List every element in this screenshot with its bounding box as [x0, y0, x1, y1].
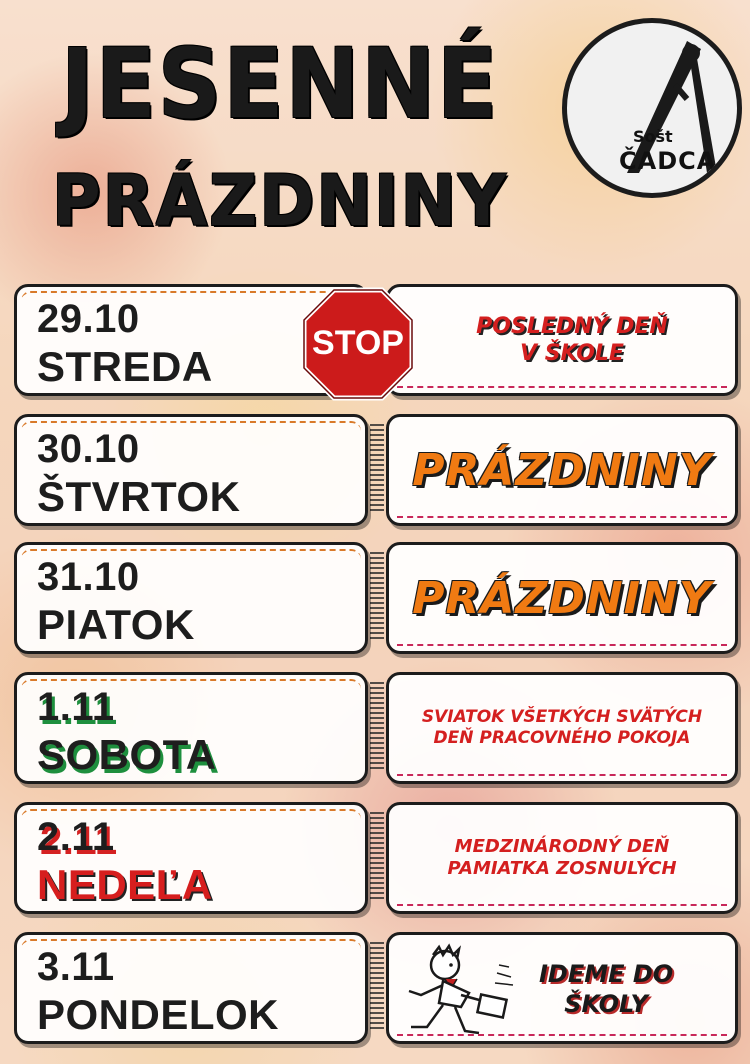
date-card-4 [14, 672, 368, 784]
note-text: PRÁZDNINY [412, 572, 712, 624]
note-text: IDEME DO ŠKOLY [539, 960, 674, 1018]
date-day: SOBOTA [37, 731, 217, 778]
date-number: 3.11 [37, 945, 115, 989]
stop-sign-label: STOP [312, 324, 404, 362]
note-card-3 [386, 542, 738, 654]
note-card-2 [386, 414, 738, 526]
note-text: SVIATOK VŠETKÝCH SVÄTÝCH DEŇ PRACOVNÉHO POKOJA [421, 706, 703, 748]
date-number: 29.10 [37, 297, 140, 341]
stop-sign-icon [300, 286, 416, 402]
binding-comb [370, 682, 384, 770]
date-card-3 [14, 542, 368, 654]
binding-comb [370, 812, 384, 900]
note-card-6 [386, 932, 738, 1044]
note-card-5 [386, 802, 738, 914]
date-day: PIATOK [37, 601, 195, 648]
title-line-1: JESENNÉ [60, 28, 500, 140]
date-card-2 [14, 414, 368, 526]
note-text: POSLEDNÝ DEŇ V ŠKOLE [476, 313, 668, 366]
binding-comb [370, 424, 384, 512]
date-day: PONDELOK [37, 991, 280, 1038]
date-card-6 [14, 932, 368, 1044]
note-card-1 [386, 284, 738, 396]
date-day: ŠTVRTOK [37, 473, 241, 520]
date-day: STREDA [37, 343, 213, 390]
note-card-4 [386, 672, 738, 784]
binding-comb [370, 552, 384, 640]
note-text: MEDZINÁRODNÝ DEŇ PAMIATKA ZOSNULÝCH [447, 835, 677, 879]
title-line-2: PRÁZDNINY [51, 160, 509, 242]
date-day: NEDEĽA [37, 861, 213, 908]
date-card-5 [14, 802, 368, 914]
date-number: 30.10 [37, 427, 140, 471]
date-number: 31.10 [37, 555, 140, 599]
school-logo [562, 18, 742, 198]
date-number: 1.11 [37, 685, 115, 729]
running-boy-icon [399, 943, 529, 1039]
date-number: 2.11 [37, 815, 115, 859]
binding-comb [370, 942, 384, 1030]
note-text: PRÁZDNINY [412, 444, 712, 496]
logo-text-sost: Sošt [633, 127, 673, 146]
logo-text-cadca: ČADCA [619, 147, 717, 175]
